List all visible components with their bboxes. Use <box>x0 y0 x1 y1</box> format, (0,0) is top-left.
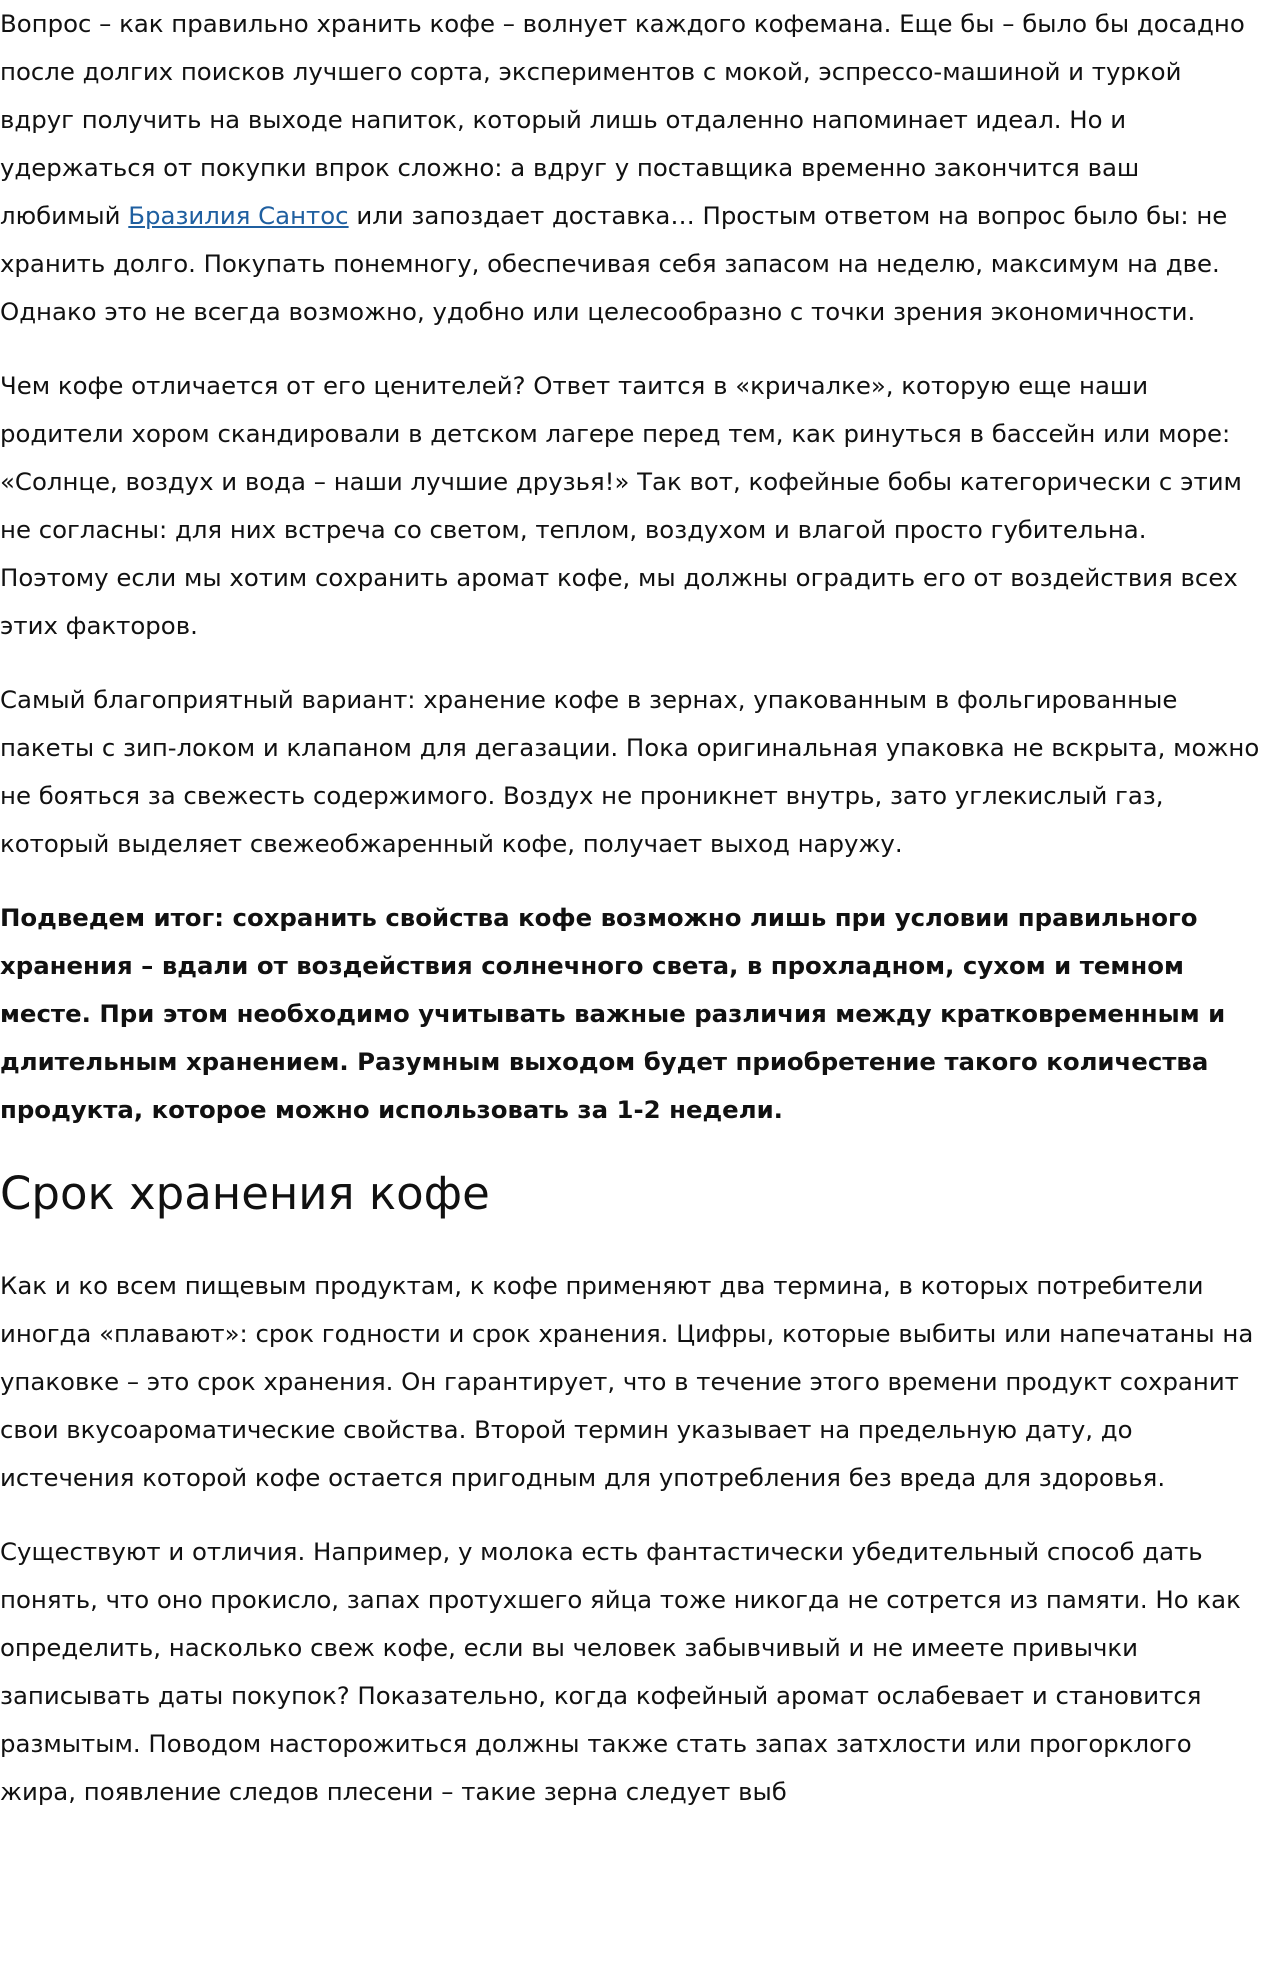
paragraph-enemies-of-coffee: Чем кофе отличается от его ценителей? Ответ таится в «кричалке», которую еще наши родители хором скандировали в детском лагере перед тем, как ринуться в бассейн или море: «Солнце, воздух и вода – наши лучшие друзья!» Так вот, кофейные бобы категорически с этим не согласны: для них встреча со светом, теплом, воздухом и влагой просто губительна. Поэтому если мы хотим сохранить аромат кофе, мы должны оградить его от воздействия всех этих факторов. <box>0 371 1242 640</box>
paragraph-differences: Существуют и отличия. Например, у молока есть фантастически убедительный способ дать понять, что оно прокисло, запах протухшего яйца тоже никогда не сотрется из памяти. Но как определить, насколько свеж кофе, если вы человек забывчивый и не имеете привычки записывать даты покупок? Показательно, когда кофейный аромат ослабевает и становится размытым. Поводом насторожиться должны также стать запах затхлости или прогорклого жира, появление следов плесени – такие зерна следует выб <box>0 1537 1241 1806</box>
intro-paragraph <box>0 0 1262 336</box>
intro-text-after-link: или запоздает доставка… Простым ответом на вопрос было бы: не хранить долго. Покупать понемногу, обеспечивая себя запасом на неделю, максимум на две. Однако это не всегда возможно, удобно или целесообразно с точки зрения экономичности. <box>0 201 1228 326</box>
paragraph-shelf-life-terms: Как и ко всем пищевым продуктам, к кофе применяют два термина, в которых потребители иногда «плавают»: срок годности и срок хранения. Цифры, которые выбиты или напечатаны на упаковке – это срок хранения. Он гарантирует, что в течение этого времени продукт сохранит свои вкусоароматические свойства. Второй термин указывает на предельную дату, до истечения которой кофе остается пригодным для употребления без вреда для здоровья. <box>0 1271 1254 1492</box>
brazil-santos-link[interactable]: Бразилия Сантос <box>128 201 349 230</box>
intro-text-before-link: Вопрос – как правильно хранить кофе – волнует каждого кофемана. Еще бы – было бы досадно после долгих поисков лучшего сорта, экспериментов с мокой, эспрессо-машиной и туркой вдруг получить на выходе напиток, который лишь отдаленно напоминает идеал. Но и удержаться от покупки впрок сложно: а вдруг у поставщика временно закончится ваш любимый <box>0 9 1245 230</box>
section-heading-shelf-life: Срок хранения кофе <box>0 1167 490 1220</box>
summary-paragraph: Подведем итог: сохранить свойства кофе возможно лишь при условии правильного хранения – вдали от воздействия солнечного света, в прохладном, сухом и темном месте. При этом необходимо учитывать важные различия между кратковременным и длительным хранением. Разумным выходом будет приобретение такого количества продукта, которое можно использовать за 1-2 недели. <box>0 903 1226 1124</box>
paragraph-best-storage: Самый благоприятный вариант: хранение кофе в зернах, упакованным в фольгированные пакеты с зип-локом и клапаном для дегазации. Пока оригинальная упаковка не вскрыта, можно не бояться за свежесть содержимого. Воздух не проникнет внутрь, зато углекислый газ, который выделяет свежеобжаренный кофе, получает выход наружу. <box>0 685 1260 858</box>
